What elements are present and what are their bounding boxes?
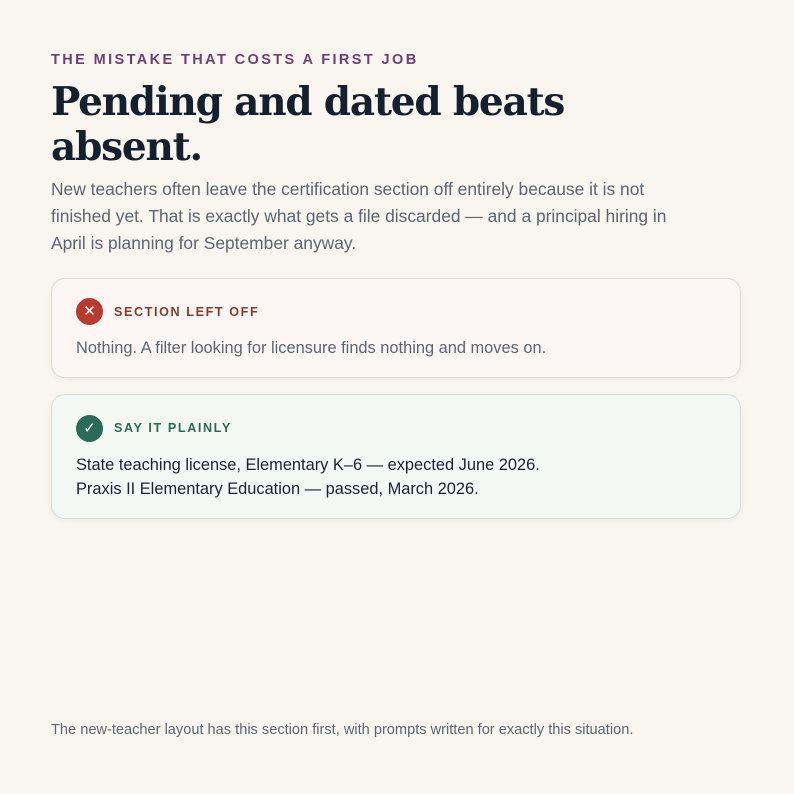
page-title: Pending and dated beats absent. [51, 79, 565, 170]
intro-paragraph: New teachers often leave the certification section off entirely because it is not finished yet. That is exactly what gets a file discarded — and a principal hiring in April is planning for September anyway. [51, 179, 667, 253]
recommendation-card-text [76, 453, 716, 501]
check-circle-icon: ✓ [76, 415, 103, 442]
eyebrow-label: THE MISTAKE THAT COSTS A FIRST JOB [51, 52, 419, 68]
mistake-card-text: Nothing. A filter looking for licensure finds nothing and moves on. [76, 339, 547, 357]
mistake-card [51, 278, 741, 378]
x-circle-icon: ✕ [76, 298, 103, 325]
footnote: The new-teacher layout has this section first, with prompts written for exactly this situation. [51, 722, 634, 738]
mistake-card-label: SECTION LEFT OFF [114, 305, 260, 319]
recommendation-card [51, 394, 741, 519]
recommendation-card-label: SAY IT PLAINLY [114, 421, 232, 435]
license-line: State teaching license, Elementary K–6 — expected June 2026. [76, 456, 540, 474]
praxis-line: Praxis II Elementary Education — passed, March 2026. [76, 480, 479, 498]
